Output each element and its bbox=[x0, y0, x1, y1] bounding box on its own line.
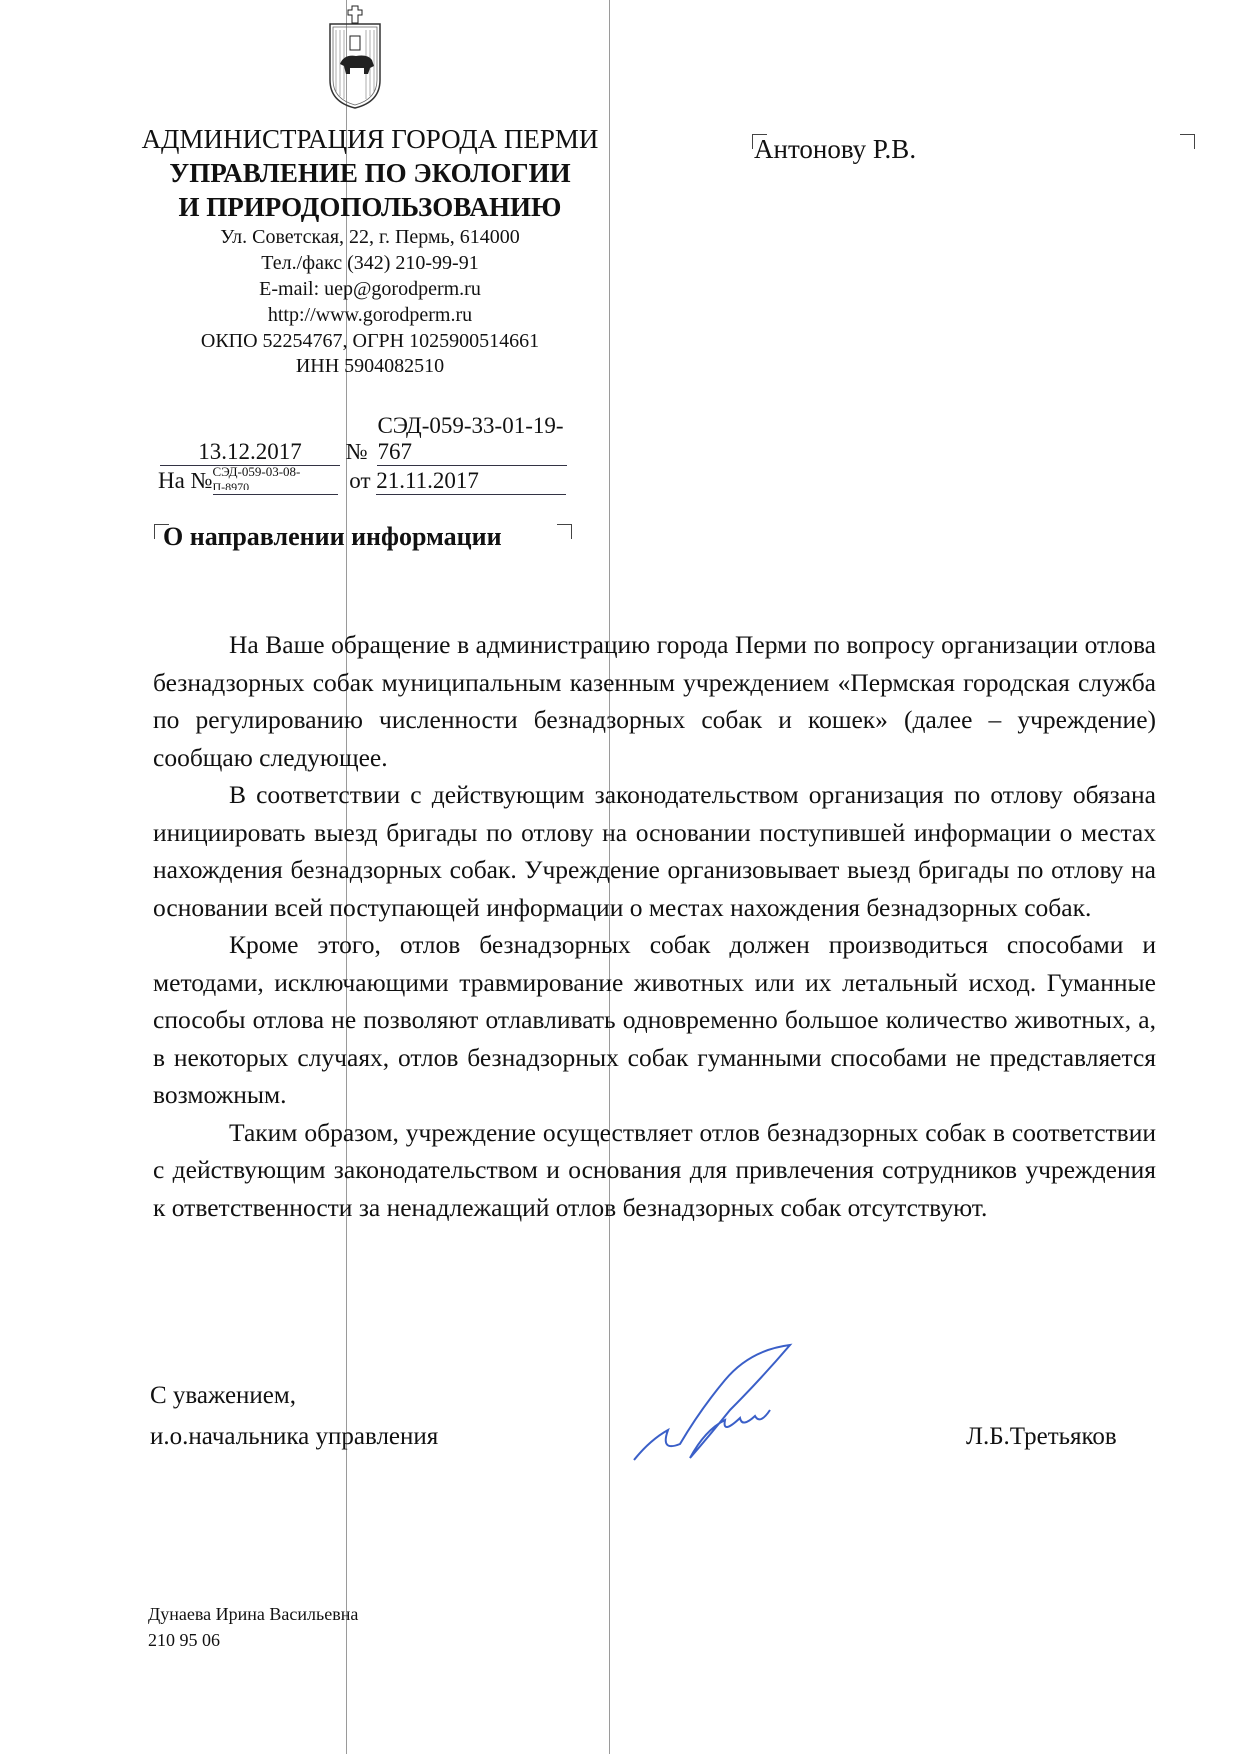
addressee: Антонову Р.В. bbox=[754, 134, 917, 164]
phone: Тел./факс (342) 210-99-91 bbox=[261, 252, 479, 274]
body-paragraph: На Ваше обращение в администрацию города Перми по вопросу организации отлова безнадзорных собак муниципальным казенным учреждением «Пермская городская служба по регулированию численности безнадзорных собак и кошек» (далее – учреждение) сообщаю следующее. bbox=[153, 630, 1156, 772]
body-paragraph: Кроме этого, отлов безнадзорных собак должен производиться способами и методами, исключающими травмирование животных или их летальный исход. Гуманные способы отлова не позволяют отлавливать одновременно большое количество животных, а, в некоторых случаях, отлов безнадзорных собак гуманными способами не представляется возможным. bbox=[153, 930, 1156, 1109]
executor-phone: 210 95 06 bbox=[148, 1630, 220, 1650]
registration-row bbox=[160, 413, 567, 466]
reply-number-top: СЭД-059-03-08- bbox=[212, 464, 301, 479]
number-label: № bbox=[345, 439, 368, 464]
letter-body bbox=[153, 626, 1156, 1226]
handwritten-signature bbox=[630, 1340, 800, 1470]
closing-regards: С уважением, bbox=[150, 1382, 296, 1409]
from-label: от bbox=[349, 468, 371, 493]
registration-number: СЭД-059-33-01-19-767 bbox=[377, 413, 567, 466]
body-paragraph: В соответствии с действующим законодательством организация по отлову обязана инициировать выезд бригады по отлову на основании поступившей информации о местах нахождения безнадзорных собак. Учреждение организовывает выезд бригады по отлову на основании всей поступающей информации о местах нахождения безнадзорных собак. bbox=[153, 780, 1156, 922]
perm-coat-of-arms-icon bbox=[324, 2, 386, 110]
administration-name: АДМИНИСТРАЦИЯ ГОРОДА ПЕРМИ bbox=[141, 124, 599, 154]
addressee-corner-mark bbox=[1180, 134, 1195, 149]
department-name-line2: И ПРИРОДОПОЛЬЗОВАНИЮ bbox=[178, 192, 562, 222]
registration-date: 13.12.2017 bbox=[160, 439, 340, 466]
email: E-mail: uep@gorodperm.ru bbox=[259, 278, 481, 300]
body-paragraph: Таким образом, учреждение осуществляет отлов безнадзорных собак в соответствии с действующим законодательством и основания для привлечения сотрудников учреждения к ответственности за ненадлежащий отлов безнадзорных собак отсутствуют. bbox=[153, 1117, 1156, 1222]
subject-corner-mark bbox=[557, 524, 572, 539]
executor-name: Дунаева Ирина Васильевна bbox=[148, 1604, 359, 1624]
reply-number-bottom: П-8970 bbox=[212, 480, 250, 490]
reply-date: 21.11.2017 bbox=[376, 468, 566, 495]
website: http://www.gorodperm.ru bbox=[267, 304, 473, 326]
reply-row bbox=[158, 464, 566, 495]
reply-label: На № bbox=[158, 468, 213, 493]
department-name-line1: УПРАВЛЕНИЕ ПО ЭКОЛОГИИ bbox=[169, 158, 571, 188]
signatory-position: и.о.начальника управления bbox=[150, 1423, 439, 1450]
signatory-name: Л.Б.Третьяков bbox=[966, 1423, 1117, 1450]
inn: ИНН 5904082510 bbox=[295, 355, 445, 377]
okpo-ogrn: ОКПО 52254767, ОГРН 1025900514661 bbox=[200, 330, 540, 352]
address: Ул. Советская, 22, г. Пермь, 614000 bbox=[220, 226, 520, 248]
subject: О направлении информации bbox=[163, 522, 502, 551]
